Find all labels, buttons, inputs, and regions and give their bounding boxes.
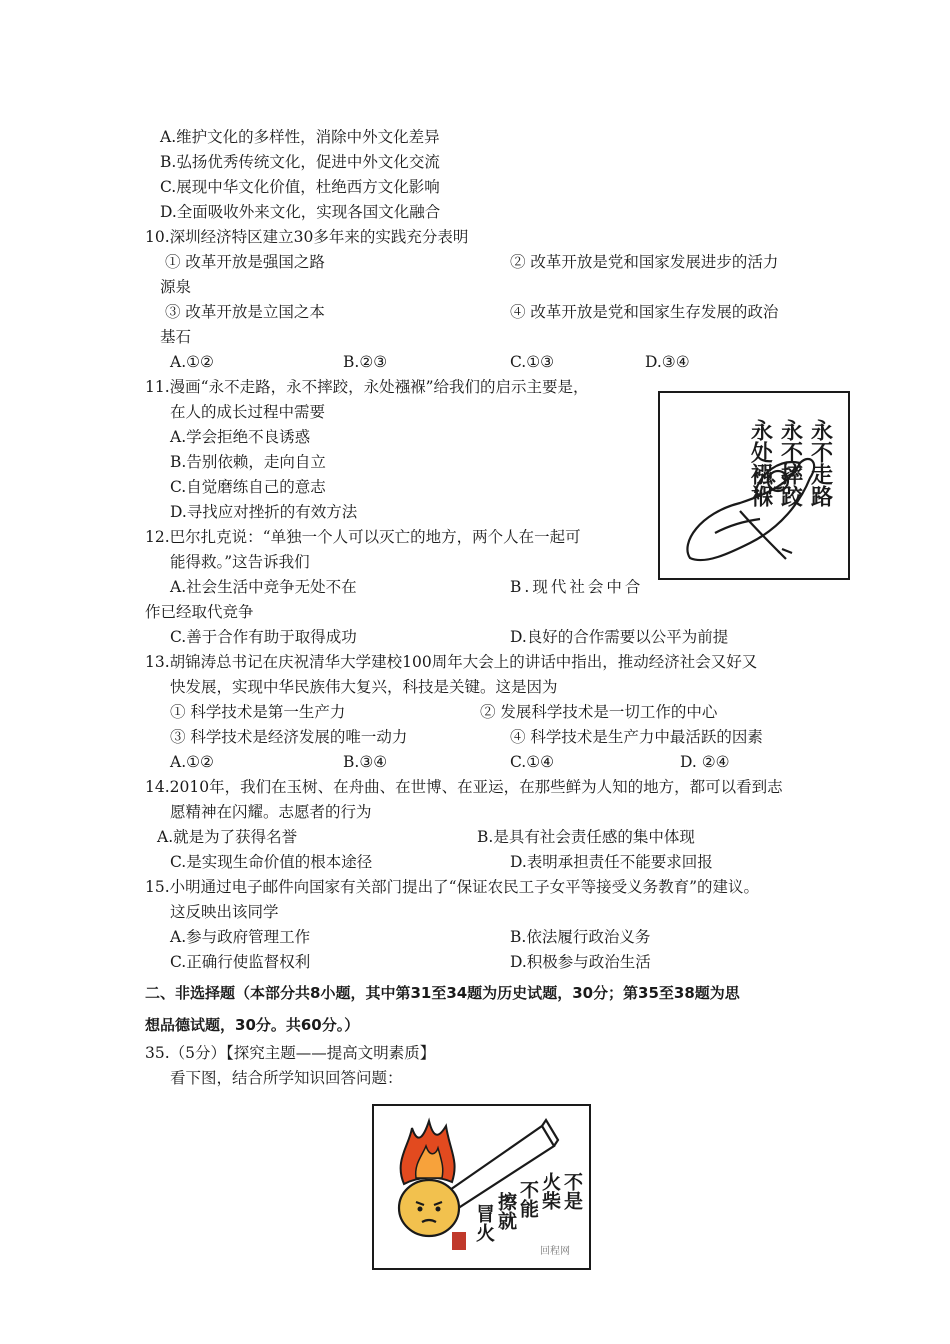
q10-option-d: D.③④ [645, 353, 690, 371]
q14-option-b: B.是具有社会责任感的集中体现 [477, 828, 695, 846]
cartoon-caption-2: 永不摔跤 [777, 419, 803, 507]
q35-instruction: 看下图，结合所学知识回答问题： [170, 1069, 403, 1087]
q12-option-d: D.良好的合作需要以公平为前提 [510, 628, 729, 646]
q10-statement-2: ② 改革开放是党和国家发展进步的活力 [510, 253, 779, 271]
q11-stem-cont: 在人的成长过程中需要 [170, 403, 326, 421]
q10-statement-3: ③ 改革开放是立国之本 [165, 303, 325, 321]
q11-option-b: B.告别依赖，走向自立 [170, 453, 326, 471]
q15-stem-cont: 这反映出该同学 [170, 903, 279, 921]
q9-option-b: B.弘扬优秀传统文化，促进中外文化交流 [160, 153, 440, 171]
q13-option-c: C.①④ [510, 753, 555, 771]
q14-option-d: D.表明承担责任不能要求回报 [510, 853, 713, 871]
cartoon-caption-3: 永处襁褓 [747, 419, 773, 507]
q9-option-c: C.展现中华文化价值，杜绝西方文化影响 [160, 178, 440, 196]
q15-option-a: A.参与政府管理工作 [170, 928, 311, 946]
q10-option-c: C.①③ [510, 353, 555, 371]
q10-option-b: B.②③ [343, 353, 388, 371]
q12-option-c: C.善于合作有助于取得成功 [170, 628, 357, 646]
q13-option-a: A.①② [170, 753, 214, 771]
q13-stem: 13.胡锦涛总书记在庆祝清华大学建校100周年大会上的讲话中指出，推动经济社会又好又 [145, 653, 758, 671]
q14-option-a: A.就是为了获得名誉 [157, 828, 298, 846]
q13-statement-1: ① 科学技术是第一生产力 [170, 703, 346, 721]
q13-statement-4: ④ 科学技术是生产力中最活跃的因素 [510, 728, 763, 746]
q10-statement-1: ① 改革开放是强国之路 [165, 253, 325, 271]
red-seal-stamp [452, 1232, 466, 1250]
q15-stem: 15.小明通过电子邮件向国家有关部门提出了“保证农民工子女平等接受义务教育”的建议。 [145, 878, 760, 896]
q10-stem: 10.深圳经济特区建立30多年来的实践充分表明 [145, 228, 469, 246]
q12-stem-cont: 能得救。”这告诉我们 [170, 553, 310, 571]
q11-option-d: D.寻找应对挫折的有效方法 [170, 503, 358, 521]
match-cartoon [372, 1104, 591, 1270]
q15-option-d: D.积极参与政治生活 [510, 953, 651, 971]
q12-option-a: A.社会生活中竞争无处不在 [170, 578, 357, 596]
q14-stem-cont: 愿精神在闪耀。志愿者的行为 [170, 803, 372, 821]
q13-statement-2: ② 发展科学技术是一切工作的中心 [480, 703, 718, 721]
q11-option-a: A.学会拒绝不良诱惑 [170, 428, 311, 446]
q10-statement-4: ④ 改革开放是党和国家生存发展的政治 [510, 303, 779, 321]
q11-option-c: C.自觉磨练自己的意志 [170, 478, 326, 496]
q10-statement-4-cont: 基石 [160, 328, 192, 346]
cartoon-caption-col-1: 不是 [561, 1172, 583, 1210]
q12-stem: 12.巴尔扎克说：“单独一个人可以灭亡的地方，两个人在一起可 [145, 528, 581, 546]
q13-option-b: B.③④ [343, 753, 388, 771]
q13-stem-cont: 快发展，实现中华民族伟大复兴，科技是关键。这是因为 [170, 678, 558, 696]
q14-stem: 14.2010年，我们在玉树、在舟曲、在世博、在亚运，在那些鲜为人知的地方，都可以看到志 [145, 778, 783, 796]
cartoon-caption-col-2: 火柴 [539, 1172, 561, 1210]
section-2-heading: 二、非选择题（本部分共8小题，其中第31至34题为历史试题，30分；第35至38题为思 [145, 984, 740, 1002]
q35-heading: 35.（5分）【探究主题——提高文明素质】 [145, 1044, 436, 1062]
q10-statement-2-cont: 源泉 [160, 278, 192, 296]
cartoon-caption-col-4: 擦就 [495, 1192, 517, 1230]
q13-option-d: D. ②④ [680, 753, 730, 771]
q9-option-d: D.全面吸收外来文化，实现各国文化融合 [160, 203, 441, 221]
match-head-face [399, 1180, 459, 1236]
cartoon-caption-col-5: 冒火 [473, 1204, 495, 1242]
q14-option-c: C.是实现生命价值的根本途径 [170, 853, 373, 871]
q13-statement-3: ③ 科学技术是经济发展的唯一动力 [170, 728, 408, 746]
q9-option-a: A.维护文化的多样性，消除中外文化差异 [160, 128, 440, 146]
q11-stem: 11.漫画“永不走路，永不摔跤，永处襁褓”给我们的启示主要是， [145, 378, 589, 396]
cartoon-caption-col-3: 不能 [517, 1180, 539, 1218]
q10-option-a: A.①② [170, 353, 214, 371]
swaddle-cartoon [658, 391, 850, 580]
flame-icon [401, 1121, 455, 1184]
q15-option-b: B.依法履行政治义务 [510, 928, 651, 946]
q15-option-c: C.正确行使监督权利 [170, 953, 311, 971]
q12-option-b-cont: 作已经取代竞争 [145, 603, 254, 621]
q12-option-b: B.现代社会中合 [510, 578, 644, 596]
section-2-heading-cont: 想品德试题，30分。共60分。） [145, 1016, 360, 1034]
cartoon-caption-1: 永不走路 [807, 419, 833, 507]
watermark-logo: 回程网 [540, 1246, 570, 1257]
